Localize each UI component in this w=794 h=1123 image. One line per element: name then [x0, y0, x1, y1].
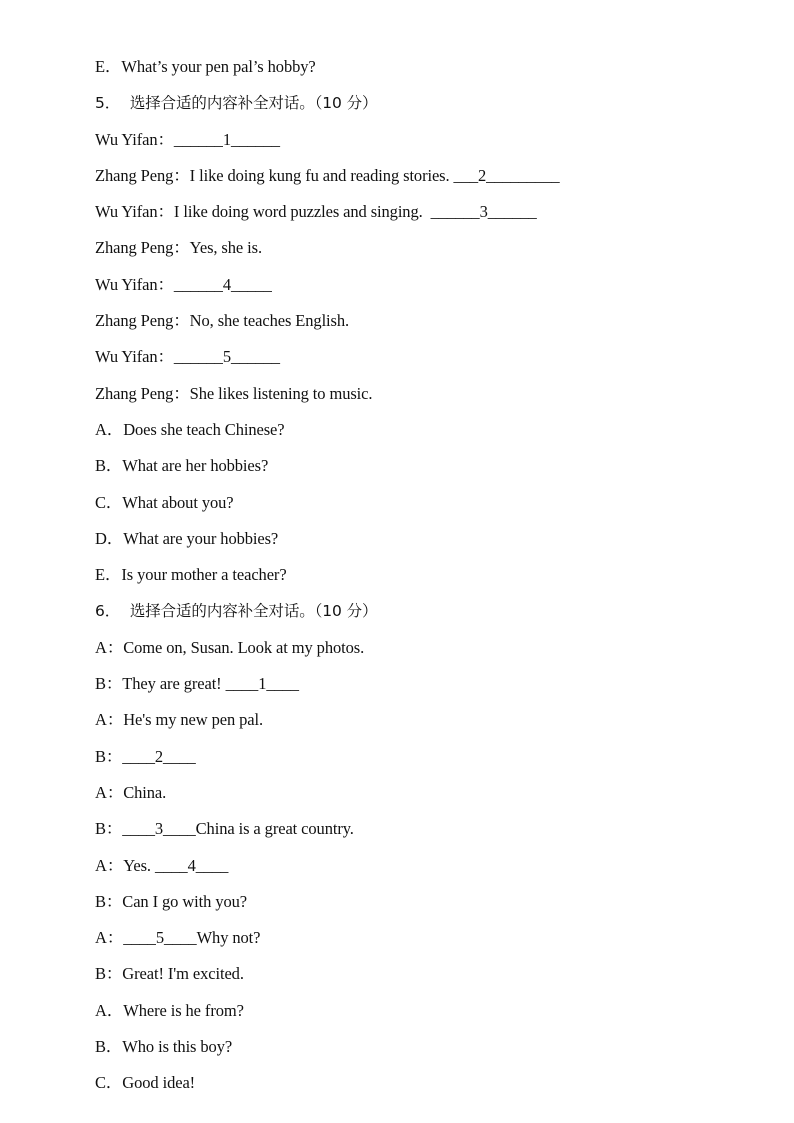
question-5-heading: 5． 选择合适的内容补全对话。（10 分） [95, 94, 378, 113]
option-e: E．Is your mother a teacher? [95, 565, 287, 585]
dialogue-line: A：China. [95, 782, 167, 802]
option-a: A．Where is he from? [95, 1000, 244, 1020]
dialogue-line: B：____2____ [95, 746, 196, 766]
option-c: C．Good idea! [95, 1073, 196, 1093]
dialogue-line: Zhang Peng：I like doing kung fu and reading stories. ___2_________ [95, 165, 560, 185]
option-c: C．What about you? [95, 492, 234, 512]
dialogue-line: Wu Yifan：______1______ [95, 129, 280, 149]
dialogue-line: B：Can I go with you? [95, 891, 247, 911]
dialogue-line: B：Great! I'm excited. [95, 964, 244, 984]
question-6-heading: 6． 选择合适的内容补全对话。（10 分） [95, 602, 378, 621]
option-b: B．Who is this boy? [95, 1037, 233, 1057]
dialogue-line: Zhang Peng：No, she teaches English. [95, 311, 350, 331]
option-d: D．What are your hobbies? [95, 528, 279, 548]
option-a: A．Does she teach Chinese? [95, 419, 285, 439]
dialogue-line: Wu Yifan：______4_____ [95, 274, 272, 294]
dialogue-line: A：Come on, Susan. Look at my photos. [95, 637, 365, 657]
dialogue-line: A：____5____Why not? [95, 928, 261, 948]
dialogue-line: Zhang Peng：She likes listening to music. [95, 383, 373, 403]
dialogue-line: A：He's my new pen pal. [95, 710, 264, 730]
option-e-pen-pal-hobby: E．What’s your pen pal’s hobby? [95, 57, 316, 76]
option-b: B．What are her hobbies? [95, 456, 269, 476]
dialogue-line: Wu Yifan：______5______ [95, 347, 280, 367]
document-page [95, 54, 755, 1107]
dialogue-line: B：They are great! ____1____ [95, 674, 299, 694]
dialogue-line: Zhang Peng：Yes, she is. [95, 238, 262, 258]
dialogue-line: Wu Yifan：I like doing word puzzles and singing. ______3______ [95, 202, 537, 222]
dialogue-line: A：Yes. ____4____ [95, 855, 229, 875]
dialogue-line: B：____3____China is a great country. [95, 819, 354, 839]
